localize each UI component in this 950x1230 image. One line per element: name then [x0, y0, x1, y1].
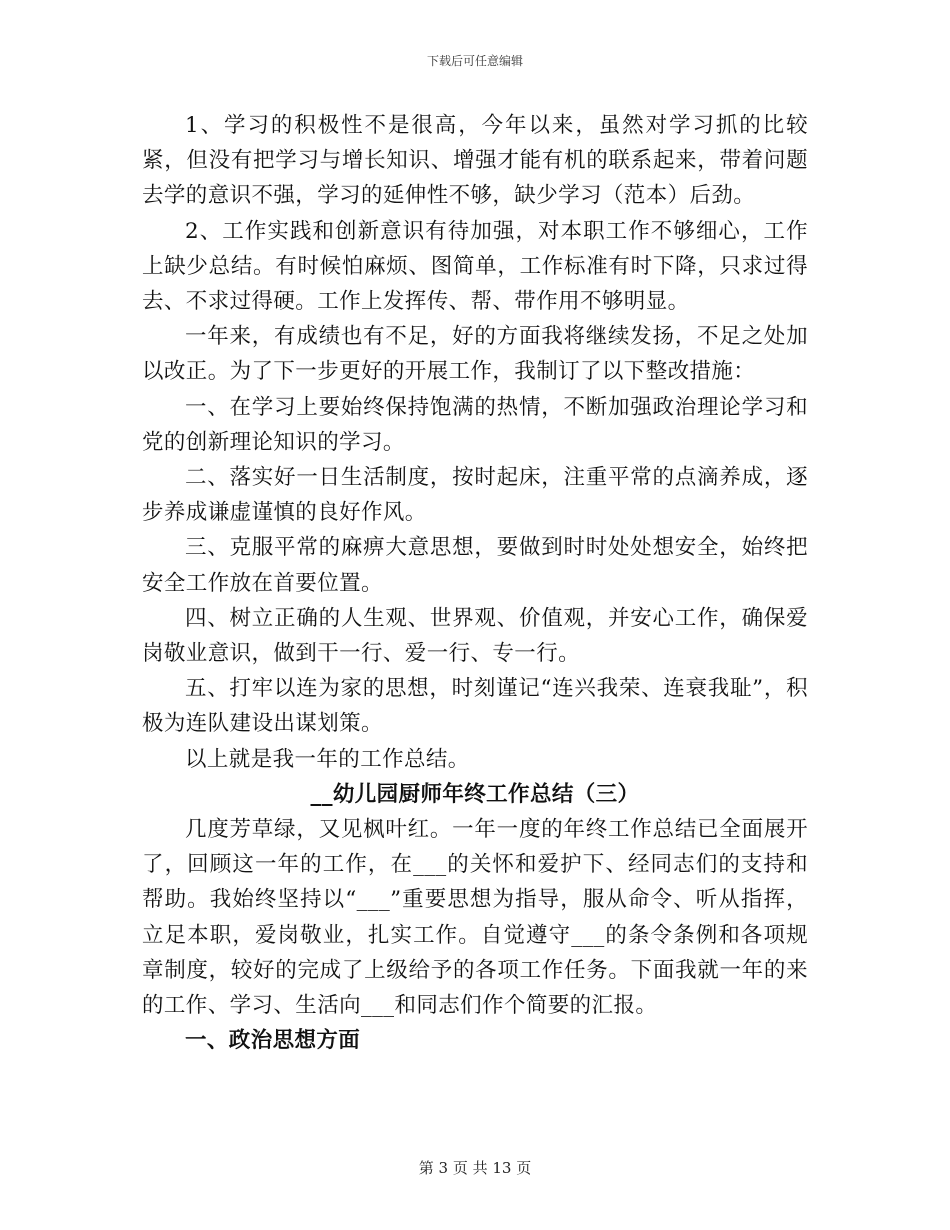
paragraph: 几度芳草绿，又见枫叶红。一年一度的年终工作总结已全面展开了，回顾这一年的工作，在___的关怀和爱护下、经同志们的支持和帮助。我始终坚持以“___”重要思想为指导，服从命令、听从指挥，立足本职，爱岗敬业，扎实工作。自觉遵守___的条令条例和各项规章制度，较好的完成了上级给予的各项工作任务。下面我就一年的来的工作、学习、生活向___和同志们作个简要的汇报。 — [142, 817, 808, 1019]
paragraph: 一、在学习上要始终保持饱满的热情，不断加强政治理论学习和党的创新理论知识的学习。 — [142, 394, 808, 455]
paragraph: 1、学习的积极性不是很高，今年以来，虽然对学习抓的比较紧，但没有把学习与增长知识、增强才能有机的联系起来，带着问题去学的意识不强，学习的延伸性不够，缺少学习（范本）后劲。 — [142, 113, 808, 209]
subheading: 一、政治思想方面 — [185, 1028, 361, 1054]
page-header-note: 下载后可任意编辑 — [426, 54, 523, 68]
paragraph: 四、树立正确的人生观、世界观、价值观，并安心工作，确保爱岗敬业意识，做到干一行、爱一行、专一行。 — [142, 605, 808, 667]
section-title: __幼儿园厨师年终工作总结（三） — [310, 781, 640, 807]
paragraph: 二、落实好一日生活制度，按时起床，注重平常的点滴养成，逐步养成谦虚谨慎的良好作风。 — [142, 465, 808, 526]
paragraph: 三、克服平常的麻痹大意思想，要做到时时处处想安全，始终把安全工作放在首要位置。 — [142, 535, 808, 596]
page-number: 第 3 页 共 13 页 — [418, 1159, 532, 1177]
paragraph: 2、工作实践和创新意识有待加强，对本职工作不够细心，工作上缺少总结。有时候怕麻烦、图简单，工作标准有时下降，只求过得去、不求过得硬。工作上发挥传、帮、带作用不够明显。 — [142, 218, 808, 315]
paragraph: 以上就是我一年的工作总结。 — [185, 746, 470, 772]
paragraph: 一年来，有成绩也有不足，好的方面我将继续发扬，不足之处加以改正。为了下一步更好的开展工作，我制订了以下整改措施： — [142, 324, 808, 385]
paragraph: 五、打牢以连为家的思想，时刻谨记“连兴我荣、连衰我耻”，积极为连队建设出谋划策。 — [142, 676, 808, 737]
document-body — [142, 108, 808, 1058]
